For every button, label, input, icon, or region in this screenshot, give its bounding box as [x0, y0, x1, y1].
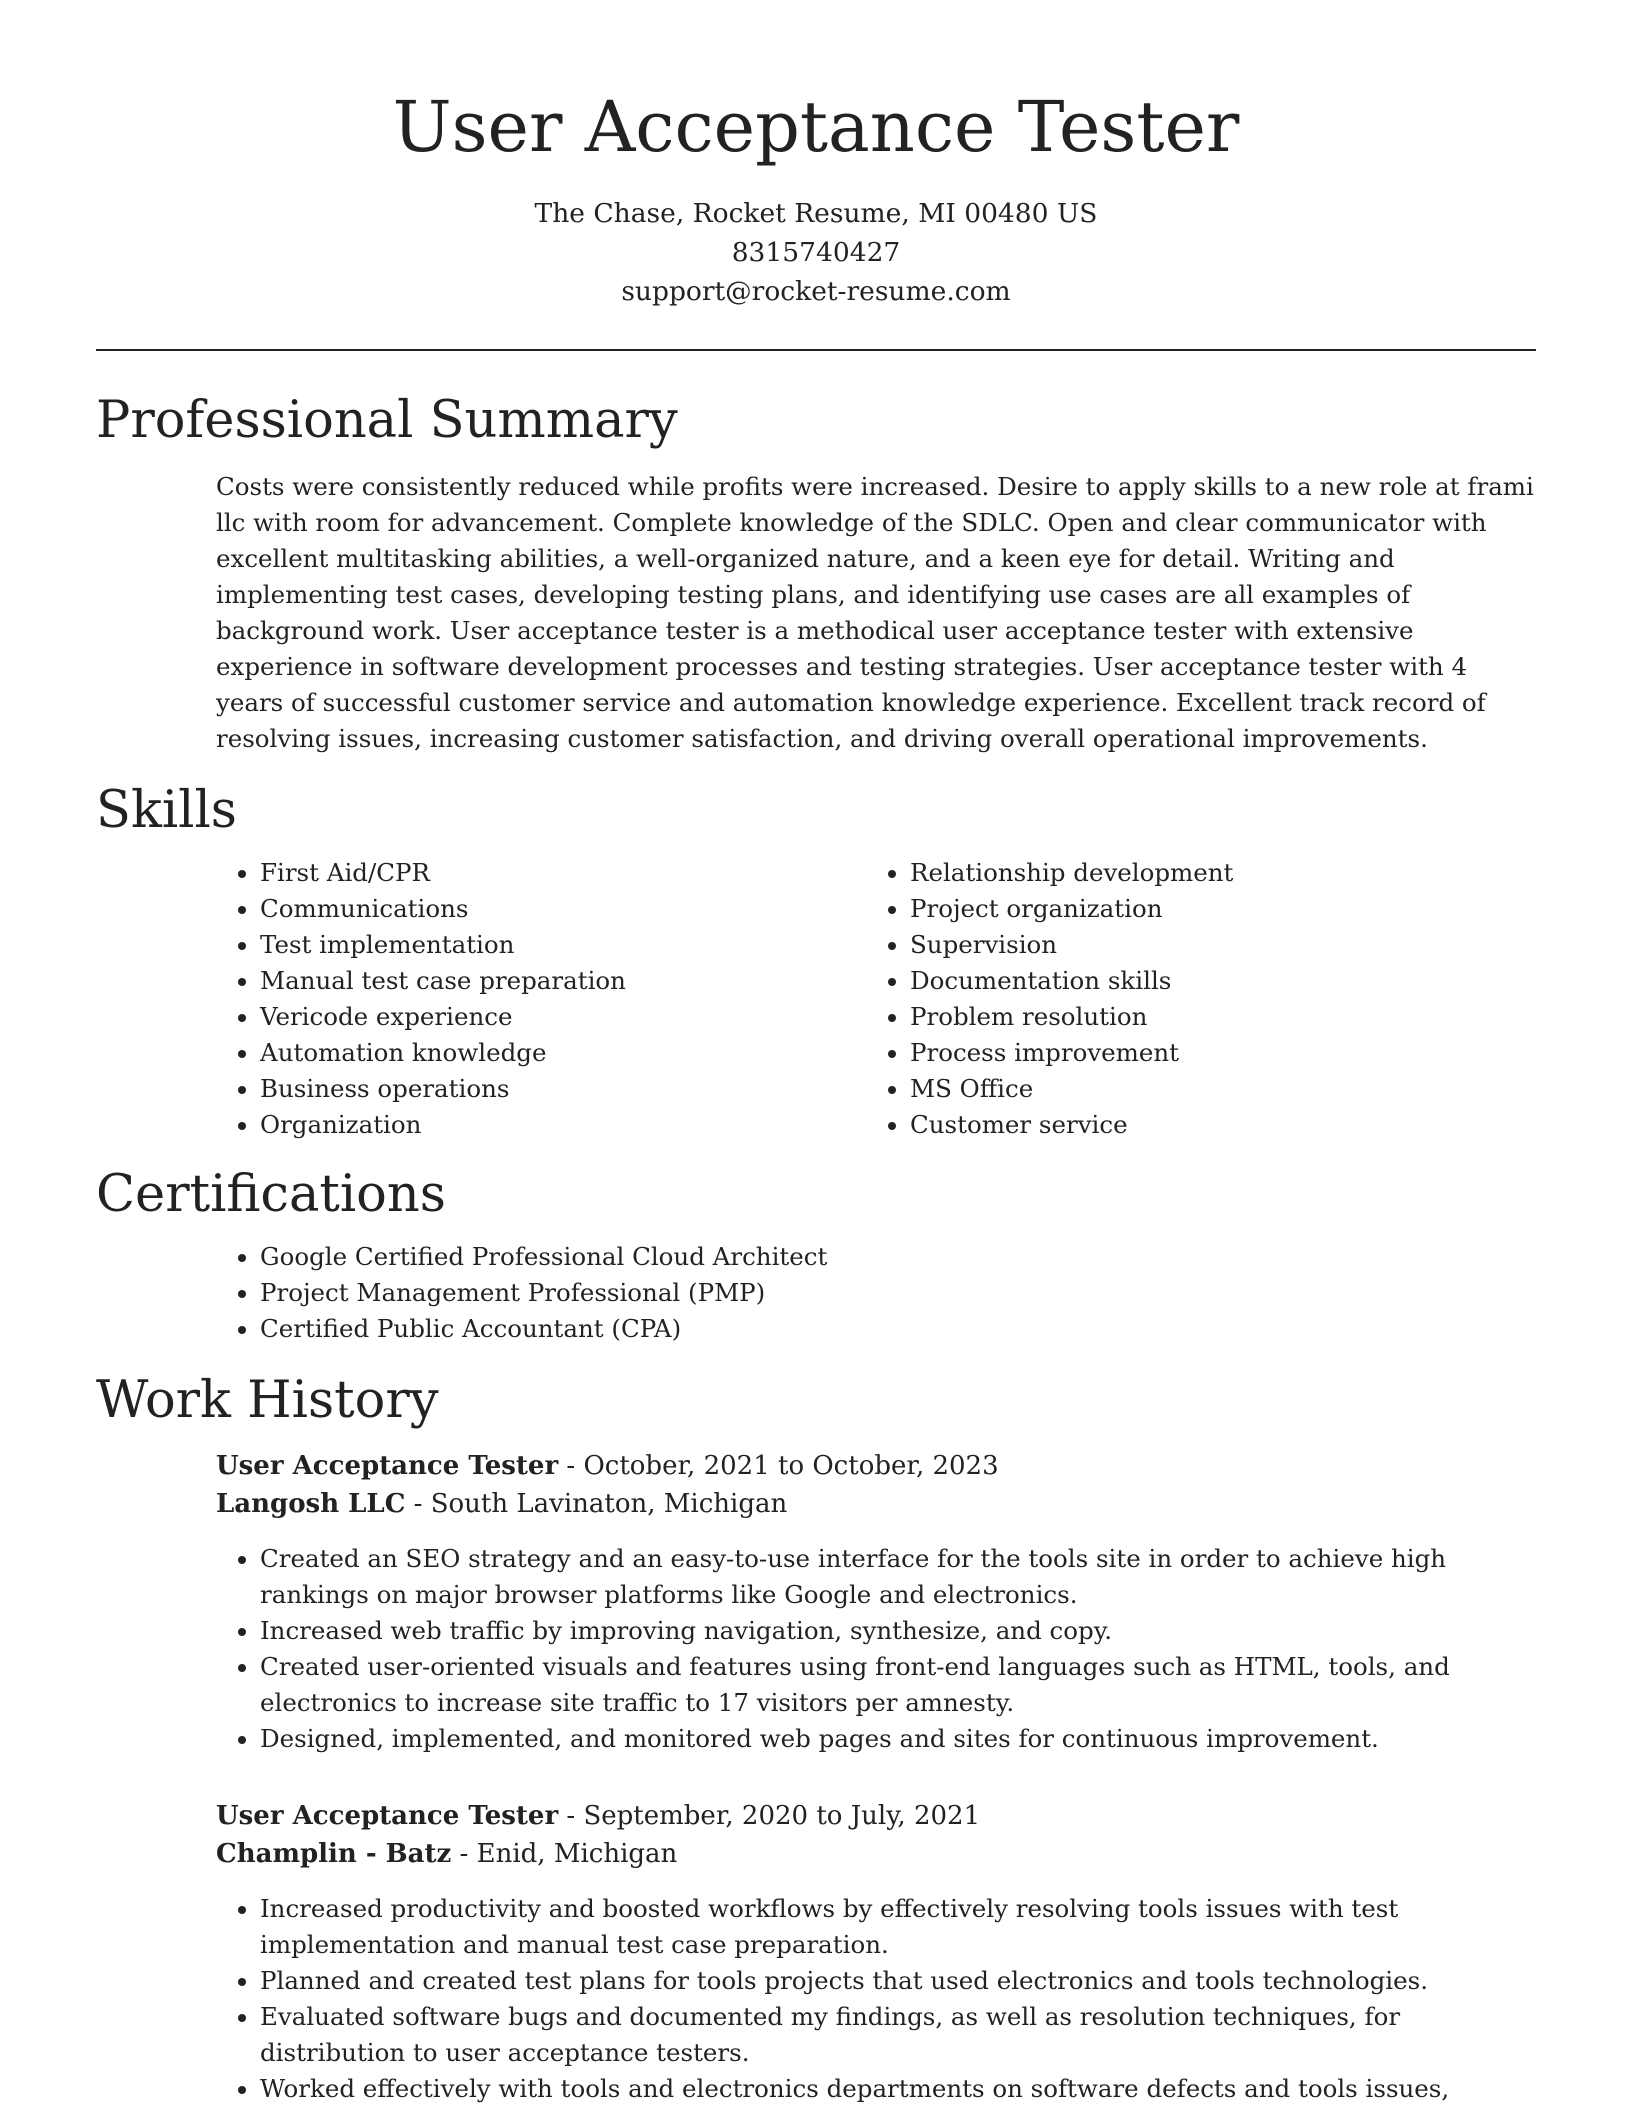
skill-item: • Documentation skills [910, 963, 1516, 999]
work-history-section [96, 1369, 1536, 2107]
summary-heading: Professional Summary [96, 391, 678, 450]
certification-item: • Certified Public Accountant (CPA) [260, 1311, 1536, 1347]
skill-item: • MS Office [910, 1071, 1516, 1107]
job-company-line [216, 1835, 1536, 1873]
skill-item: • Automation knowledge [260, 1035, 866, 1071]
job-bullet: • Created user-oriented visuals and features using front-end languages such as HTML, tools, and electronics to increase site traffic to 17 visitors per amnesty. [260, 1649, 1536, 1721]
work-history-heading: Work History [96, 1371, 439, 1430]
skills-heading: Skills [96, 781, 237, 840]
skills-list-left [216, 855, 866, 1143]
contact-info [0, 194, 1632, 311]
skill-item: • Process improvement [910, 1035, 1516, 1071]
phone-text: 8315740427 [731, 237, 901, 268]
job-bullets [216, 1541, 1536, 1757]
job-location: - Enid, Michigan [451, 1839, 678, 1869]
skill-item: • Test implementation [260, 927, 866, 963]
resume-header [0, 0, 1632, 311]
skill-item: • Manual test case preparation [260, 963, 866, 999]
job-bullet: • Planned and created test plans for tools projects that used electronics and tools technologies. [260, 1963, 1536, 1999]
job-title-line [216, 1447, 1536, 1485]
skill-item: • First Aid/CPR [260, 855, 866, 891]
job-role: User Acceptance Tester [216, 1801, 559, 1831]
skill-item: • Project organization [910, 891, 1516, 927]
skill-item: • Communications [260, 891, 866, 927]
certifications-section [96, 1163, 1536, 1347]
header-divider [96, 349, 1536, 351]
skill-item: • Organization [260, 1107, 866, 1143]
certification-item: • Google Certified Professional Cloud Architect [260, 1239, 1536, 1275]
job-bullet: • Created an SEO strategy and an easy-to-use interface for the tools site in order to achieve high rankings on major browser platforms like Google and electronics. [260, 1541, 1536, 1613]
address-text: The Chase, Rocket Resume, MI 00480 US [534, 198, 1098, 229]
job-dates: - September, 2020 to July, 2021 [558, 1801, 981, 1831]
job-bullet: • Worked effectively with tools and electronics departments on software defects and tools issues, [260, 2071, 1536, 2107]
summary-section [96, 389, 1536, 757]
certification-item: • Project Management Professional (PMP) [260, 1275, 1536, 1311]
job-entry [216, 1797, 1536, 2107]
job-dates: - October, 2021 to October, 2023 [558, 1451, 999, 1481]
certifications-heading: Certifications [96, 1165, 446, 1224]
job-company: Langosh LLC [216, 1489, 406, 1519]
job-bullet: • Increased web traffic by improving navigation, synthesize, and copy. [260, 1613, 1536, 1649]
skills-section [96, 779, 1536, 1143]
job-bullet: • Evaluated software bugs and documented my findings, as well as resolution techniques, for distribution to user acceptance testers. [260, 1999, 1536, 2071]
job-bullet: • Increased productivity and boosted workflows by effectively resolving tools issues with test implementation and manual test case preparation. [260, 1891, 1536, 1963]
skill-item: • Vericode experience [260, 999, 866, 1035]
skill-item: • Supervision [910, 927, 1516, 963]
job-entry [216, 1447, 1536, 1757]
skills-columns [216, 855, 1536, 1143]
job-company: Champlin - Batz [216, 1839, 452, 1869]
skill-item: • Relationship development [910, 855, 1516, 891]
certifications-list [216, 1239, 1536, 1347]
job-bullets [216, 1891, 1536, 2107]
skill-item: • Business operations [260, 1071, 866, 1107]
job-location: - South Lavinaton, Michigan [405, 1489, 788, 1519]
summary-paragraph: Costs were consistently reduced while profits were increased. Desire to apply skills to a new role at frami llc with room for advancement. Complete knowledge of the SDLC. Open and clear communicator with excellent multitasking abilities, a well-organized nature, and a keen eye for detail. Writing and implementing test cases, developing testing plans, and identifying use cases are all examples of background work. User acceptance tester is a methodical user acceptance tester with extensive experience in software development processes and testing strategies. User acceptance tester with 4 years of successful customer service and automation knowledge experience. Excellent track record of resolving issues, increasing customer satisfaction, and driving overall operational improvements. [216, 472, 1534, 753]
job-title-line [216, 1797, 1536, 1835]
skill-item: • Problem resolution [910, 999, 1516, 1035]
skills-list-right [866, 855, 1516, 1143]
job-role: User Acceptance Tester [216, 1451, 559, 1481]
candidate-name: User Acceptance Tester [392, 86, 1240, 168]
skill-item: • Customer service [910, 1107, 1516, 1143]
email-text: support@rocket-resume.com [621, 276, 1011, 307]
job-company-line [216, 1485, 1536, 1523]
job-bullet: • Designed, implemented, and monitored web pages and sites for continuous improvement. [260, 1721, 1536, 1757]
